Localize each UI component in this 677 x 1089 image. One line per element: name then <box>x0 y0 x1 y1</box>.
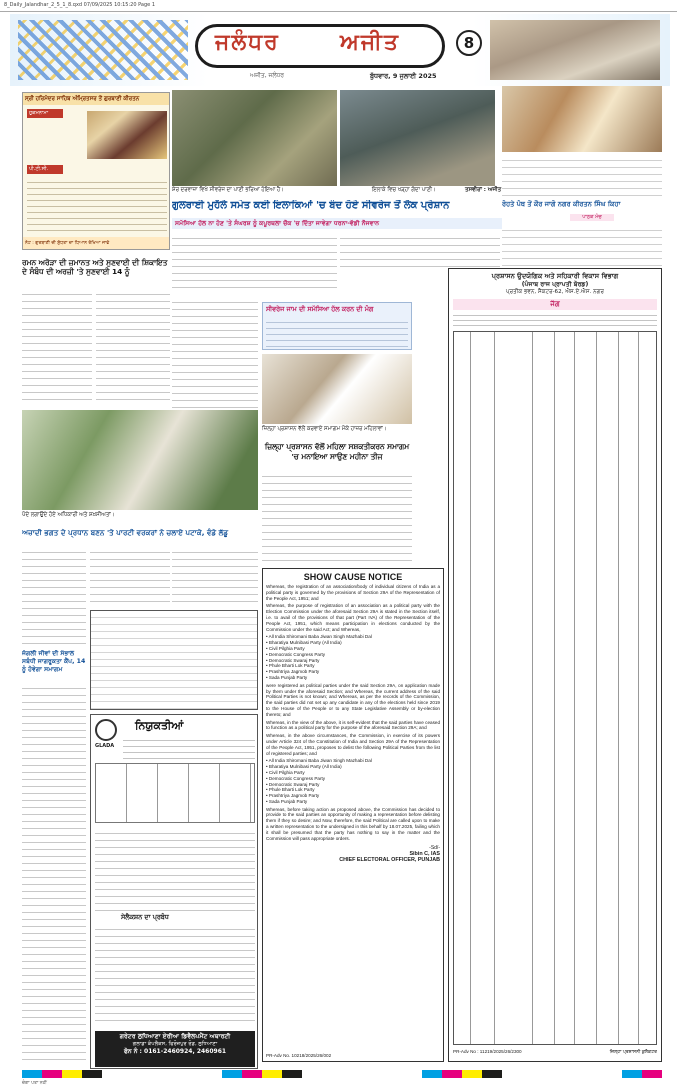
table-notice-line-3: ਪ੍ਰਤੀਕ ਭਵਨ, ਸੈਕਟਰ-62, ਐਸ.ਏ.ਐਸ. ਨਗਰ <box>506 289 604 295</box>
masthead-title-right: ਅਜੀਤ <box>340 30 400 55</box>
recruitment-body <box>95 827 255 911</box>
color-registration-strip <box>22 1070 662 1078</box>
page-number: 8 <box>456 30 482 56</box>
table-notice-line-2: (ਪੰਜਾਬ ਰਾਜ ਪ੍ਰਾਪਤੀ ਬੋਰਡ) <box>521 281 589 288</box>
notice-ref: PR-Adv No. 10218/2025/26/002 <box>266 1053 332 1058</box>
party-celebration-headline: ਅਜ਼ਾਦੀ ਭਗਤ ਦੇ ਪ੍ਰਧਾਨ ਬਣਨ 'ਤੇ ਪਾਰਟੀ ਵਰਕਰਾਂ ਨੇ ਚਲਾਏ ਪਟਾਕੇ, ਵੰਡੇ ਲੱਡੂ <box>22 528 229 537</box>
file-info-strip: 8_Daily_Jalandhar_2_5_1_8.qxd 07/09/2025 10:15:20 Page 1 <box>0 0 677 12</box>
main-subheadline: ਸਮੱਸਿਆ ਹੱਲ ਨਾ ਹੋਣ 'ਤੇ ਸੰਘਰਸ਼ ਨੂੰ ਕਪੂਰਥਲਾ ਚੌਕ 'ਚ ਦਿੱਤਾ ਜਾਵੇਗਾ ਧਰਨਾ-ਵੱਡੀ ਨੌਜਵਾਨ <box>172 218 502 229</box>
party-story-text-1 <box>22 546 86 646</box>
promo-heading: ਸ੍ਰੀ ਹਰਿਮੰਦਰ ਸਾਹਿਬ ਅੰਮ੍ਰਿਤਸਰ ਤੋਂ ਗੁਰਬਾਣੀ ਕੀਰਤਨ <box>23 93 169 105</box>
recruitment-table <box>95 763 255 823</box>
women-event-text <box>262 470 412 565</box>
main-headline: ਗੁਲਰਾਈ ਮੁਹੱਲੇ ਸਮੇਤ ਕਈ ਇਲਾਕਿਆਂ 'ਚ ਬੰਦ ਹੋਏ ਸੀਵਰੇਜ ਤੋਂ ਲੋਕ ਪ੍ਰੇਸ਼ਾਨ <box>172 200 450 211</box>
notice-designation: CHIEF ELECTORAL OFFICER, PUNJAB <box>339 857 440 864</box>
caption-photo-credit: ਤਸਵੀਰਾਂ : ਅਜੀਤ <box>465 187 502 193</box>
promo-box <box>22 92 170 250</box>
party-list-item: • Bharatiya Mulnibasi Party (All India) <box>266 640 342 646</box>
notice-para-1: Whereas, the registration of an association/body of individual citizens of India as a political party is governed by the provisions of Section 29A of the Representation of the People Act, 1951; and <box>266 584 440 601</box>
promo-footer: ਨੋਟ : ਗੁਰਬਾਣੀ ਦੀ ਸ਼ੁੱਧਤਾ ਦਾ ਧਿਆਨ ਰੱਖਿਆ ਜਾਵੇ <box>23 237 169 249</box>
table-notice-footer: PR-Adv No : 11219/2025/26/2300 <box>453 1049 522 1054</box>
party-list-item: • Sada Punjab Party <box>266 674 308 680</box>
table-notice-intro <box>453 311 657 327</box>
notice-para-6: Whereas, before taking action as proposed above, the Commission has decided to provide to the said parties an opportunity of making a representation before delisting them if they so desire; and Now, therefore, the said Political are called upon to make a written representation to the undersigned in this behalf by 18.07.2025, failing which it shall be presumed that the party has nothing to say in the matter and the Commission will pass appropriate orders. <box>266 806 440 841</box>
party-list-second <box>266 758 440 804</box>
caption-flood-right: ਇਲਾਕੇ ਵਿਚ ਖੜ੍ਹਾ ਗੰਦਾ ਪਾਣੀ। <box>372 187 436 193</box>
table-notice-line-1: ਪ੍ਰਸ਼ਾਸਨ ਉਦਯੋਗਿਕ ਅਤੇ ਸਹਿਕਾਰੀ ਵਿਕਾਸ ਵਿਭਾਗ <box>491 272 619 280</box>
party-list-item: • Democratic Swaraj Party <box>266 657 320 663</box>
women-event-headline-2: 'ਚ ਮਨਾਇਆ ਸਾਉਣ ਮਹੀਨਾ ਤੀਜ <box>291 452 383 461</box>
recruitment-title: ਨਿਯੁਕਤੀਆਂ <box>135 719 184 732</box>
flood-photo-right <box>340 90 495 186</box>
party-list-item: • Democratic Swaraj Party <box>266 781 320 787</box>
glada-logo-icon <box>95 719 117 741</box>
main-story-text-1 <box>172 232 337 292</box>
show-cause-notice <box>262 568 444 1062</box>
masthead-subtitle: ਅਜੀਤ, ਜਲੰਧਰ <box>250 72 285 79</box>
caption-women: ਜ਼ਿਲ੍ਹਾ ਪ੍ਰਸ਼ਾਸਨ ਵੱਲੋਂ ਕਰਵਾਏ ਸਮਾਗਮ ਮੌਕੇ ਹਾਜ਼ਰ ਮਹਿਲਾਵਾਂ। <box>262 426 387 432</box>
footer-org-name: ਗਰੇਟਰ ਲੁਧਿਆਣਾ ਏਰੀਆ ਡਿਵੈਲਪਮੈਂਟ ਅਥਾਰਟੀ <box>119 1033 231 1040</box>
sewer-demand-text <box>266 317 408 347</box>
right-top-headline: ਰੋਹਤੇ ਪੰਥ ਤੋਂ ਕੌਰ ਜਾਗੋ ਨਗਰ ਕੀਰਤਨ ਸਿੰਘ ਕਿਹਾ <box>502 200 621 208</box>
flood-photo-left <box>172 90 337 186</box>
notice-para-4: Whereas, in the view of the above, it is self-evident that the said parties have ceased to function as a political party for the purpose of the aforesaid Section 29A; and <box>266 719 440 731</box>
promo-text-1 <box>27 121 85 161</box>
temple-photo <box>87 111 167 159</box>
planting-photo <box>22 410 258 510</box>
promo-tag-2: ਪੀ.ਟੀ.ਸੀ. <box>27 165 63 174</box>
caption-planting: ਪੌਦੇ ਲਗਾਉਂਦੇ ਹੋਏ ਅਧਿਕਾਰੀ ਅਤੇ ਸ਼ਖ਼ਸੀਅਤਾਂ। <box>22 512 115 518</box>
recruitment-schedule <box>95 923 255 1027</box>
party-list-item: • All India Shiromani Baba Jiwan Singh Mazhabi Dal <box>266 758 372 764</box>
masthead-date: ਬੁੱਧਵਾਰ, 9 ਜੁਲਾਈ 2025 <box>370 72 437 80</box>
party-list-first <box>266 634 440 680</box>
recruitment-footer <box>95 1031 255 1067</box>
masthead-pattern-left <box>18 20 188 80</box>
party-story-text-2 <box>90 546 170 606</box>
religious-group-photo <box>502 86 662 152</box>
recruitment-section-title: ਸੇਲੈਕਸ਼ਨ ਦਾ ਪ੍ਰਬੰਧ <box>121 913 169 921</box>
left-column-text-2 <box>96 288 170 406</box>
party-list-item: • All India Shiromani Baba Jiwan Singh Mazhabi Dal <box>266 634 372 640</box>
right-story-tag: ਪਾਠਕ ਮੰਚ <box>570 214 614 221</box>
women-event-headline <box>262 442 412 466</box>
recruitment-intro <box>123 735 255 759</box>
promo-tag-1: ਹੁਕਮਨਾਮਾ <box>27 109 63 118</box>
notice-para-3: were registered as political parties under the said Section 29A, on application made by them under the aforesaid Section; and Whereas, the current address of the said Political Parties is not known; and Whereas, as per the records of the Commission, the said parties did not set up any candidate in any of the elections held since 2019 to the House of the People or to any State Legislative Assembly or by-election thereto; and <box>266 682 440 717</box>
party-list-item: • Phule Bharti Lok Party <box>266 663 315 669</box>
party-list-item: • Democratic Congress Party <box>266 651 326 657</box>
notice-para-2: Whereas, the purpose of registration of an association as a political party with the Election Commission under the aforesaid Section 29A is stated in the Section itself, i.e. to avail of the provisions of that part (Part IVA) of the Representation of the People Act, 1951, which means participation in elections conducted by the Commission under the said Act; and Whereas, <box>266 603 440 632</box>
bottom-strip-text: ਚੰਗਾ ਪਤਾ ਨਹੀਂ <box>22 1081 47 1086</box>
sewer-demand-box <box>262 302 412 350</box>
recruitment-ad <box>90 714 258 1069</box>
table-notice-footer-right: ਜ਼ਿਲ੍ਹਾ ਪ੍ਰਸ਼ਾਸਨੀ ਕੁਲੈਕਟਰ <box>609 1050 657 1055</box>
women-event-photo <box>262 354 412 424</box>
party-list-item: • Bharatiya Mulnibasi Party (All India) <box>266 764 342 770</box>
footer-address: ਗਲਾਡਾ ਕੰਪਲੈਕਸ, ਫਿਰੋਜ਼ਪੁਰ ਰੋਡ, ਲੁਧਿਆਣਾ <box>132 1041 218 1047</box>
promo-text-2 <box>27 177 167 233</box>
tender-notice <box>90 610 258 710</box>
party-list-item: • Sada Punjab Party <box>266 798 308 804</box>
sewer-demand-headline: ਸੀਵਰੇਜ ਜਾਮ ਦੀ ਸਮੱਸਿਆ ਹੱਲ ਕਰਨ ਦੀ ਮੰਗ <box>266 305 374 313</box>
party-list-item: • Phule Bharti Lok Party <box>266 787 315 793</box>
women-event-headline-1: ਜ਼ਿਲ੍ਹਾ ਪ੍ਰਸ਼ਾਸਨ ਵੱਲੋਂ ਮਹਿਲਾ ਸਸ਼ਕਤੀਕਰਨ ਸਮਾਗਮ <box>264 442 410 451</box>
party-story-text-3 <box>172 546 258 606</box>
main-story-text-2 <box>340 232 500 272</box>
land-acquisition-notice <box>448 268 662 1062</box>
masthead-title-left: ਜਲੰਧਰ <box>215 30 280 55</box>
notice-signature: -Sd/- <box>429 845 440 852</box>
left-column-headline: ਰਮਨ ਅਰੋੜਾ ਦੀ ਜ਼ਮਾਨਤ ਅਤੇ ਸੁਣਵਾਈ ਦੀ ਸ਼ਿਕਾਇਤ ਦੇ ਸੰਬੰਧ ਦੀ ਅਰਜ਼ੀ 'ਤੇ ਸੁਣਵਾਈ 14 ਨੂੰ <box>22 258 168 276</box>
wildlife-story-text <box>22 682 86 1062</box>
party-list-item: • Prashtriya Jagmob Party <box>266 793 320 799</box>
footer-phone: ਫੋਨ ਨੰ : 0161-2460924, 2460961 <box>123 1048 227 1055</box>
right-top-story-text <box>502 224 662 266</box>
notice-title: SHOW CAUSE NOTICE <box>303 572 403 582</box>
masthead-skyline-right <box>490 20 660 80</box>
notice-para-5: Whereas, in the above circumstances, the Commission, in exercise of its powers under Article 324 of the Constitution of India and Section 29A of the Representation of the People Act, 1951, proposes to delist the following Political Parties from the list of registered parties; and <box>266 733 440 756</box>
acquisition-table <box>453 331 657 1045</box>
notice-signer: Sibin C, IAS <box>409 851 440 858</box>
party-list-item: • Democratic Congress Party <box>266 775 326 781</box>
main-story-text-3 <box>172 296 258 426</box>
party-list-item: • Prashtriya Jagmob Party <box>266 669 320 675</box>
table-notice-band: ਜੱਗ <box>453 299 657 310</box>
wildlife-headline: ਜੰਗਲੀ ਜੀਵਾਂ ਦੀ ਸੰਭਾਲ ਸਬੰਧੀ ਜਾਗਰੂਕਤਾ ਕੈਂਪ, 14 ਨੂੰ ਹੋਵੇਗਾ ਸਮਾਗਮ <box>22 650 86 673</box>
party-list-item: • Civil Pilghia Party <box>266 645 305 651</box>
caption-flood-left: ਸ਼ੇਰ ਦਰਵਾਜ਼ਾ ਵਿਖੇ ਸੀਵਰੇਜ ਦਾ ਪਾਣੀ ਭਰਿਆ ਹੋਇਆ ਹੈ। <box>172 187 284 193</box>
religious-caption-text <box>502 154 662 196</box>
glada-org: GLADA <box>95 743 115 749</box>
left-column-text-1 <box>22 288 92 406</box>
party-list-item: • Civil Pilghia Party <box>266 769 305 775</box>
